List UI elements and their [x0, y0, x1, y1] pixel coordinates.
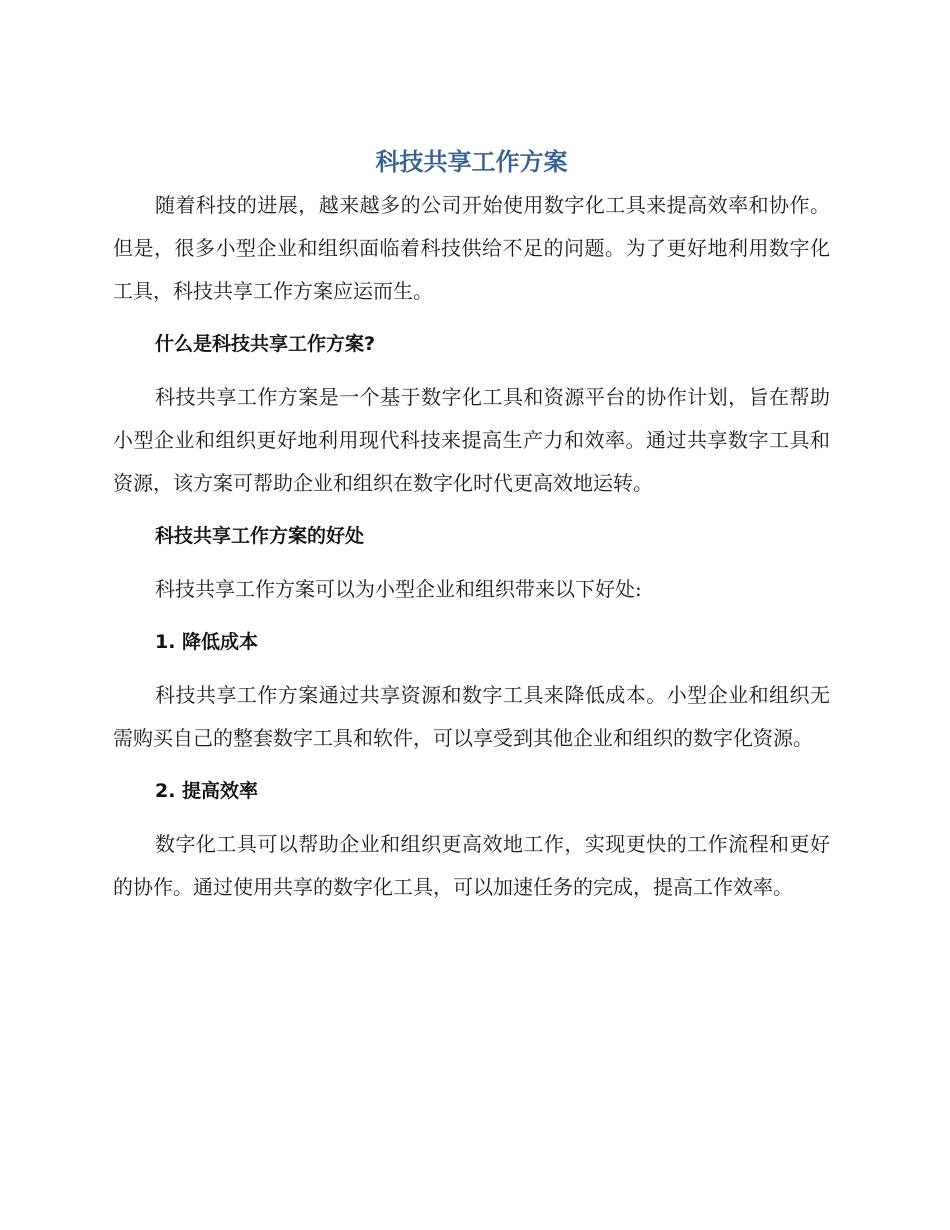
section-paragraph-reduce-cost: 科技共享工作方案通过共享资源和数字工具来降低成本。小型企业和组织无需购买自己的整套数字工具和软件，可以享受到其他企业和组织的数字化资源。 [113, 683, 830, 750]
section-heading-improve-efficiency: 2. 提高效率 [155, 780, 259, 802]
section-heading-benefits: 科技共享工作方案的好处 [155, 525, 365, 547]
intro-paragraph: 随着科技的进展，越来越多的公司开始使用数字化工具来提高效率和协作。但是，很多小型企业和组织面临着科技供给不足的问题。为了更好地利用数字化工具，科技共享工作方案应运而生。 [113, 193, 830, 303]
section-paragraph-what-is: 科技共享工作方案是一个基于数字化工具和资源平台的协作计划，旨在帮助小型企业和组织更好地利用现代科技来提高生产力和效率。通过共享数字工具和资源，该方案可帮助企业和组织在数字化时代更高效地运转。 [113, 385, 830, 495]
section-heading-reduce-cost: 1. 降低成本 [155, 631, 259, 653]
section-paragraph-benefits: 科技共享工作方案可以为小型企业和组织带来以下好处: [155, 577, 642, 601]
document-title: 科技共享工作方案 [375, 148, 568, 176]
section-paragraph-improve-efficiency: 数字化工具可以帮助企业和组织更高效地工作，实现更快的工作流程和更好的协作。通过使用共享的数字化工具，可以加速任务的完成，提高工作效率。 [113, 832, 830, 899]
section-heading-what-is: 什么是科技共享工作方案? [155, 333, 376, 355]
document-body [113, 140, 830, 909]
